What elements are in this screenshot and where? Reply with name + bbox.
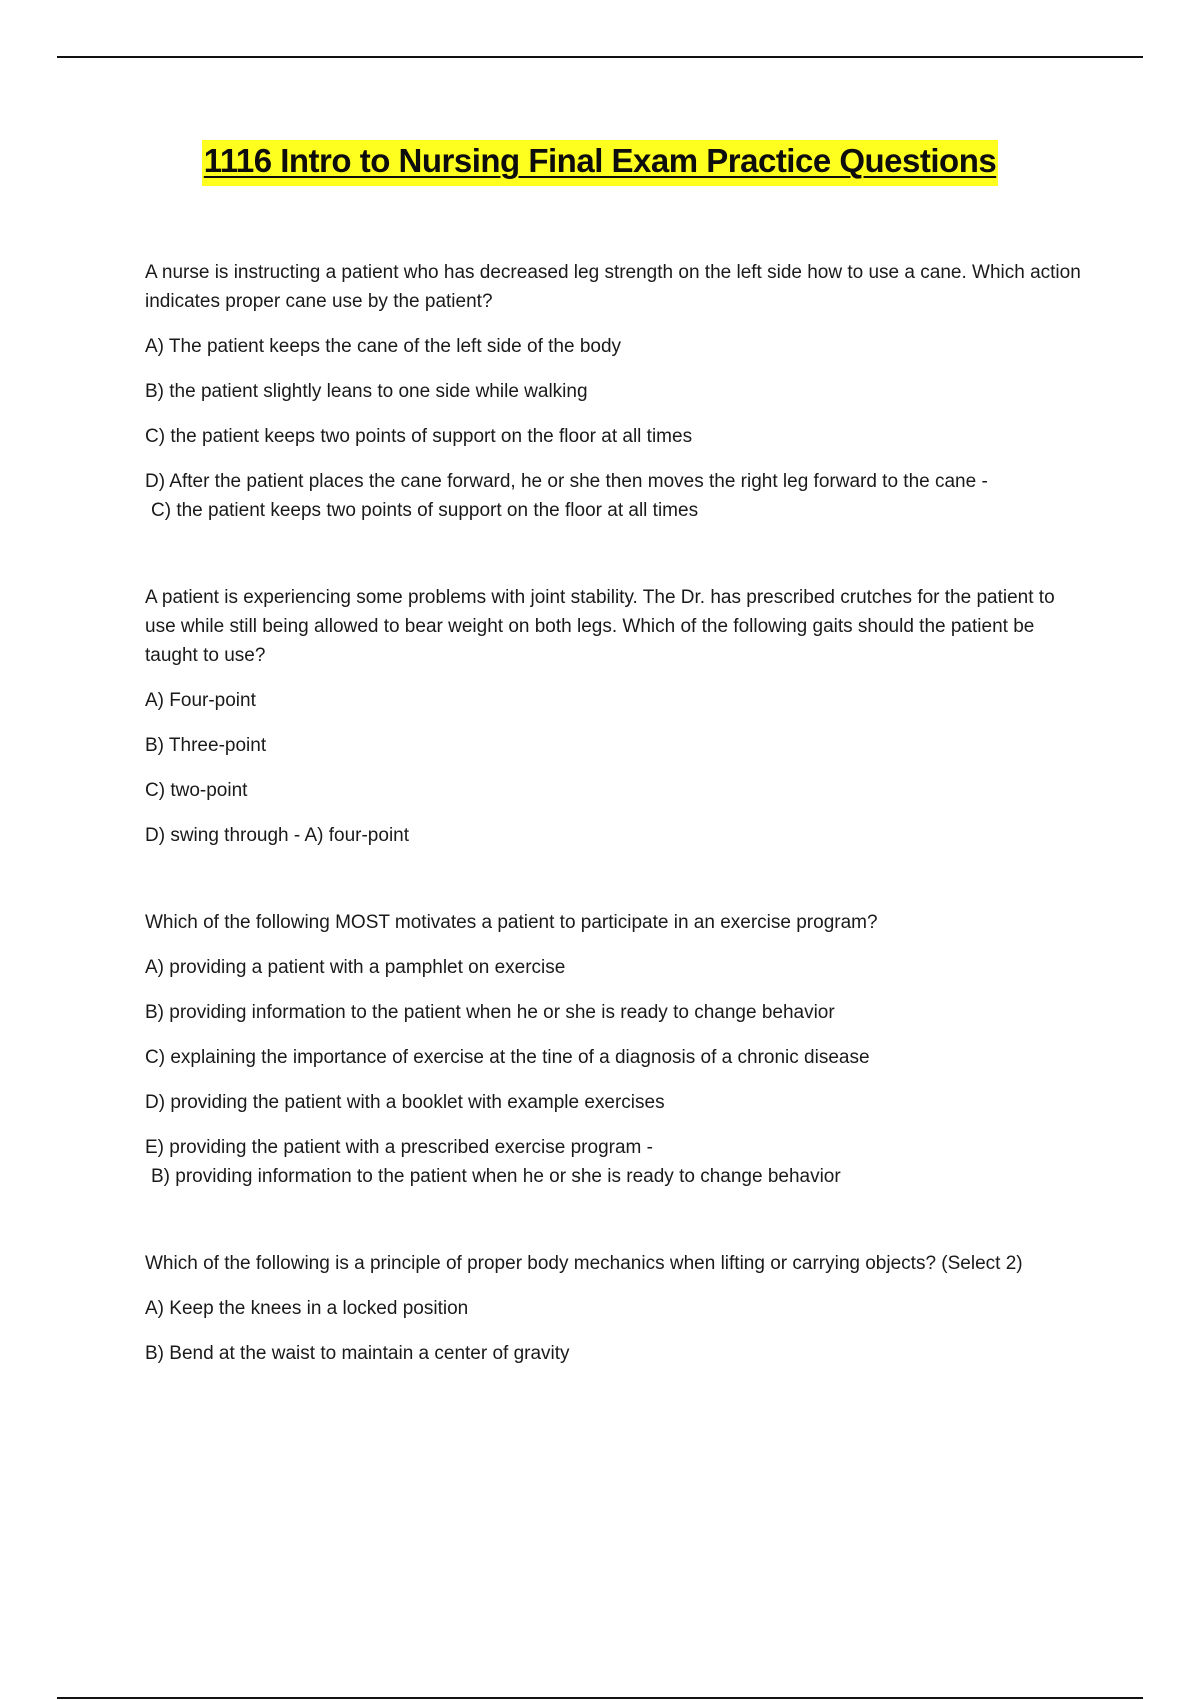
top-divider <box>57 56 1143 58</box>
question-4 <box>145 1249 1085 1368</box>
correct-answer: C) the patient keeps two points of support on the floor at all times <box>151 500 699 521</box>
question-text: Which of the following is a principle of proper body mechanics when lifting or carrying objects? (Select 2) <box>145 1253 1023 1274</box>
answer-option: A) Four-point <box>145 690 256 711</box>
correct-answer: B) providing information to the patient when he or she is ready to change behavior <box>151 1166 841 1187</box>
question-text: A nurse is instructing a patient who has decreased leg strength on the left side how to use a cane. Which action indicates proper cane use by the patient? <box>145 262 1081 312</box>
question-text: Which of the following MOST motivates a patient to participate in an exercise program? <box>145 912 878 933</box>
answer-option: D) providing the patient with a booklet with example exercises <box>145 1092 665 1113</box>
question-3 <box>145 908 1085 1191</box>
title-container <box>0 140 1200 186</box>
document-body <box>145 258 1085 1384</box>
answer-option: A) Keep the knees in a locked position <box>145 1298 469 1319</box>
answer-option: D) After the patient places the cane forward, he or she then moves the right leg forward to the cane - <box>145 471 988 492</box>
answer-option: B) providing information to the patient when he or she is ready to change behavior <box>145 1002 835 1023</box>
answer-option: B) Three-point <box>145 735 267 756</box>
question-2 <box>145 583 1085 850</box>
question-text: A patient is experiencing some problems with joint stability. The Dr. has prescribed crutches for the patient to use while still being allowed to bear weight on both legs. Which of the following gaits should the patient be taught to use? <box>145 587 1055 666</box>
bottom-divider <box>57 1697 1143 1699</box>
answer-option: B) the patient slightly leans to one side while walking <box>145 381 588 402</box>
answer-option: B) Bend at the waist to maintain a center of gravity <box>145 1343 570 1364</box>
answer-option: C) the patient keeps two points of support on the floor at all times <box>145 426 693 447</box>
answer-option: D) swing through - A) four-point <box>145 825 410 846</box>
question-1 <box>145 258 1085 525</box>
answer-option: A) The patient keeps the cane of the left side of the body <box>145 336 622 357</box>
answer-option: C) two-point <box>145 780 248 801</box>
answer-option: E) providing the patient with a prescribed exercise program - <box>145 1137 653 1158</box>
answer-option: C) explaining the importance of exercise at the tine of a diagnosis of a chronic disease <box>145 1047 870 1068</box>
page-title: 1116 Intro to Nursing Final Exam Practice Questions <box>202 140 998 186</box>
answer-option: A) providing a patient with a pamphlet on exercise <box>145 957 566 978</box>
